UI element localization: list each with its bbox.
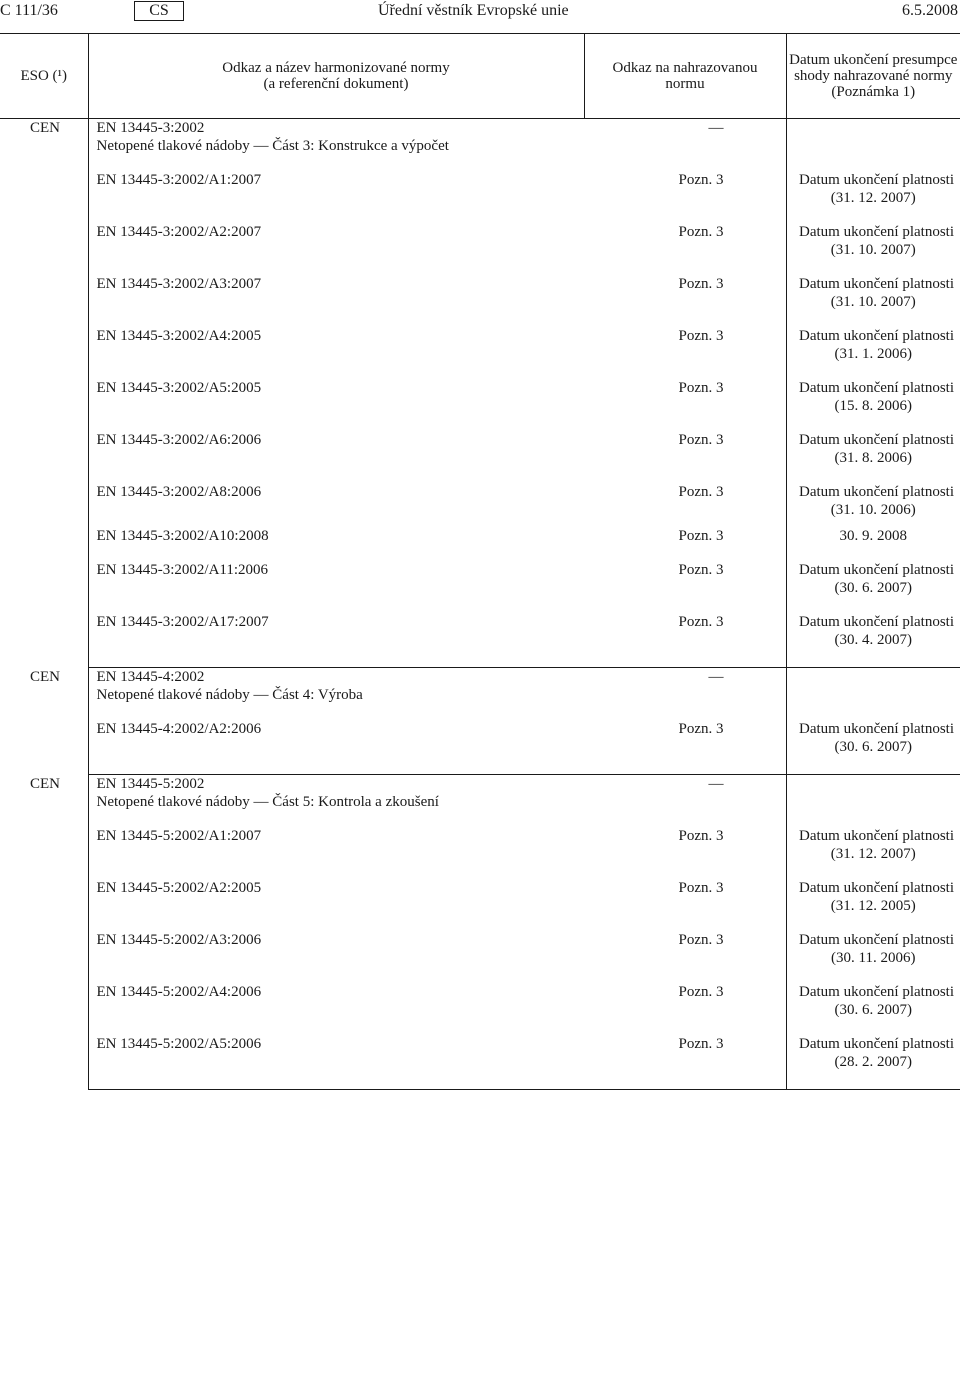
amendment-row xyxy=(0,967,960,1019)
cessation-value: 30. 9. 2008 xyxy=(839,528,907,544)
standard-number: EN 13445-5:2002 xyxy=(96,776,205,792)
cessation-date xyxy=(786,519,960,545)
cessation-value: (31. 10. 2006) xyxy=(830,502,916,518)
amendment-reference: EN 13445-3:2002/A8:2006 xyxy=(88,467,584,519)
amendment-note: Pozn. 3 xyxy=(678,562,724,578)
standard-group xyxy=(0,119,960,668)
amendment-row xyxy=(0,415,960,467)
standard-reference xyxy=(88,668,584,705)
amendment-note: Pozn. 3 xyxy=(678,380,724,396)
cessation-value: (30. 6. 2007) xyxy=(834,580,912,596)
cessation-value: (30. 11. 2006) xyxy=(831,950,916,966)
standards-table xyxy=(0,33,960,1090)
cessation-label: Datum ukončení platnosti xyxy=(799,484,954,500)
date-cell xyxy=(786,775,960,812)
header-superseded: Odkaz na nahrazovanou normu xyxy=(584,34,786,119)
amendment-reference: EN 13445-5:2002/A3:2006 xyxy=(88,915,584,967)
eso-cell: CEN xyxy=(30,120,60,136)
superseded-cell: — xyxy=(708,776,724,792)
header-cessation-date: Datum ukončení presumpce shody nahrazované normy (Poznámka 1) xyxy=(786,34,960,119)
amendment-note: Pozn. 3 xyxy=(678,276,724,292)
cessation-label: Datum ukončení platnosti xyxy=(799,721,954,737)
amendment-note: Pozn. 3 xyxy=(678,328,724,344)
cessation-value: (31. 8. 2006) xyxy=(834,450,912,466)
amendment-row xyxy=(0,915,960,967)
amendment-row xyxy=(0,311,960,363)
cessation-label: Datum ukončení platnosti xyxy=(799,172,954,188)
cessation-value: (31. 10. 2007) xyxy=(830,242,916,258)
cessation-value: (31. 12. 2007) xyxy=(830,190,916,206)
cessation-date xyxy=(786,967,960,1019)
amendment-note: Pozn. 3 xyxy=(678,984,724,1000)
cessation-value: (31. 12. 2007) xyxy=(830,846,916,862)
amendment-reference: EN 13445-3:2002/A10:2008 xyxy=(88,519,584,545)
cessation-value: (28. 2. 2007) xyxy=(834,1054,912,1070)
cessation-value: (31. 12. 2005) xyxy=(830,898,916,914)
journal-title: Úřední věstník Evropské unie xyxy=(378,2,569,19)
cessation-label: Datum ukončení platnosti xyxy=(799,984,954,1000)
cessation-date xyxy=(786,597,960,668)
standard-reference xyxy=(88,775,584,812)
cessation-label: Datum ukončení platnosti xyxy=(799,380,954,396)
cessation-value: (15. 8. 2006) xyxy=(834,398,912,414)
amendment-row xyxy=(0,259,960,311)
page-number: C 111/36 xyxy=(0,2,58,19)
amendment-reference: EN 13445-3:2002/A6:2006 xyxy=(88,415,584,467)
cessation-label: Datum ukončení platnosti xyxy=(799,562,954,578)
amendment-row xyxy=(0,207,960,259)
table-row xyxy=(0,775,960,812)
amendment-note: Pozn. 3 xyxy=(678,828,724,844)
date-cell xyxy=(786,668,960,705)
language-code: CS xyxy=(134,1,184,21)
cessation-date xyxy=(786,1019,960,1090)
cessation-value: (31. 1. 2006) xyxy=(834,346,912,362)
cessation-date xyxy=(786,363,960,415)
standard-group xyxy=(0,668,960,775)
amendment-row xyxy=(0,863,960,915)
amendment-reference: EN 13445-3:2002/A5:2005 xyxy=(88,363,584,415)
cessation-date xyxy=(786,207,960,259)
amendment-reference: EN 13445-3:2002/A1:2007 xyxy=(88,155,584,207)
cessation-label: Datum ukončení platnosti xyxy=(799,432,954,448)
amendment-reference: EN 13445-3:2002/A4:2005 xyxy=(88,311,584,363)
cessation-date xyxy=(786,415,960,467)
amendment-note: Pozn. 3 xyxy=(678,528,724,544)
cessation-date xyxy=(786,259,960,311)
amendment-row xyxy=(0,155,960,207)
amendment-reference: EN 13445-3:2002/A3:2007 xyxy=(88,259,584,311)
amendment-row xyxy=(0,1019,960,1090)
amendment-row xyxy=(0,597,960,668)
table-header xyxy=(0,34,960,119)
page-header xyxy=(0,0,960,24)
cessation-label: Datum ukončení platnosti xyxy=(799,276,954,292)
superseded-cell: — xyxy=(708,669,724,685)
amendment-note: Pozn. 3 xyxy=(678,224,724,240)
table-row xyxy=(0,119,960,156)
issue-date: 6.5.2008 xyxy=(902,2,958,19)
superseded-cell: — xyxy=(708,120,724,136)
cessation-label: Datum ukončení platnosti xyxy=(799,614,954,630)
amendment-note: Pozn. 3 xyxy=(584,704,786,775)
cessation-date xyxy=(786,704,960,775)
amendment-row xyxy=(0,811,960,863)
amendment-reference: EN 13445-3:2002/A17:2007 xyxy=(88,597,584,668)
cessation-label: Datum ukončení platnosti xyxy=(799,328,954,344)
cessation-date xyxy=(786,811,960,863)
eso-cell: CEN xyxy=(30,775,60,792)
standard-title: Netopené tlakové nádoby — Část 3: Konstrukce a výpočet xyxy=(96,138,449,154)
cessation-date xyxy=(786,155,960,207)
amendment-note: Pozn. 3 xyxy=(678,880,724,896)
amendment-note: Pozn. 3 xyxy=(678,432,724,448)
header-eso: ESO (¹) xyxy=(0,34,88,119)
cessation-label: Datum ukončení platnosti xyxy=(799,880,954,896)
amendment-reference: EN 13445-5:2002/A2:2005 xyxy=(88,863,584,915)
amendment-row xyxy=(0,545,960,597)
amendment-reference: EN 13445-5:2002/A1:2007 xyxy=(88,811,584,863)
cessation-label: Datum ukončení platnosti xyxy=(799,828,954,844)
cessation-date xyxy=(786,467,960,519)
cessation-value: (30. 6. 2007) xyxy=(834,739,912,755)
amendment-reference: EN 13445-3:2002/A2:2007 xyxy=(88,207,584,259)
cessation-label: Datum ukončení platnosti xyxy=(799,224,954,240)
amendment-row xyxy=(0,363,960,415)
date-cell xyxy=(786,119,960,156)
amendment-reference: EN 13445-4:2002/A2:2006 xyxy=(88,704,584,775)
header-reference: Odkaz a název harmonizované normy (a referenční dokument) xyxy=(88,34,584,119)
amendment-row xyxy=(0,704,960,775)
table-row xyxy=(0,668,960,705)
cessation-value: (30. 4. 2007) xyxy=(834,632,912,648)
amendment-reference: EN 13445-3:2002/A11:2006 xyxy=(88,545,584,597)
cessation-label: Datum ukončení platnosti xyxy=(799,932,954,948)
amendment-note: Pozn. 3 xyxy=(584,1019,786,1090)
amendment-reference: EN 13445-5:2002/A4:2006 xyxy=(88,967,584,1019)
standard-reference xyxy=(88,119,584,156)
amendment-reference: EN 13445-5:2002/A5:2006 xyxy=(88,1019,584,1090)
amendment-note: Pozn. 3 xyxy=(584,597,786,668)
cessation-date xyxy=(786,863,960,915)
standard-group xyxy=(0,775,960,1090)
amendment-note: Pozn. 3 xyxy=(678,484,724,500)
cessation-value: (30. 6. 2007) xyxy=(834,1002,912,1018)
amendment-row xyxy=(0,519,960,545)
cessation-label: Datum ukončení platnosti xyxy=(799,1036,954,1052)
cessation-date xyxy=(786,311,960,363)
standard-number: EN 13445-4:2002 xyxy=(96,669,205,685)
cessation-value: (31. 10. 2007) xyxy=(830,294,916,310)
amendment-row xyxy=(0,467,960,519)
cessation-date xyxy=(786,915,960,967)
amendment-note: Pozn. 3 xyxy=(678,932,724,948)
cessation-date xyxy=(786,545,960,597)
standard-number: EN 13445-3:2002 xyxy=(96,120,205,136)
standard-title: Netopené tlakové nádoby — Část 5: Kontrola a zkoušení xyxy=(96,794,439,810)
amendment-note: Pozn. 3 xyxy=(678,172,724,188)
eso-cell: CEN xyxy=(30,668,60,685)
standard-title: Netopené tlakové nádoby — Část 4: Výroba xyxy=(96,687,363,703)
